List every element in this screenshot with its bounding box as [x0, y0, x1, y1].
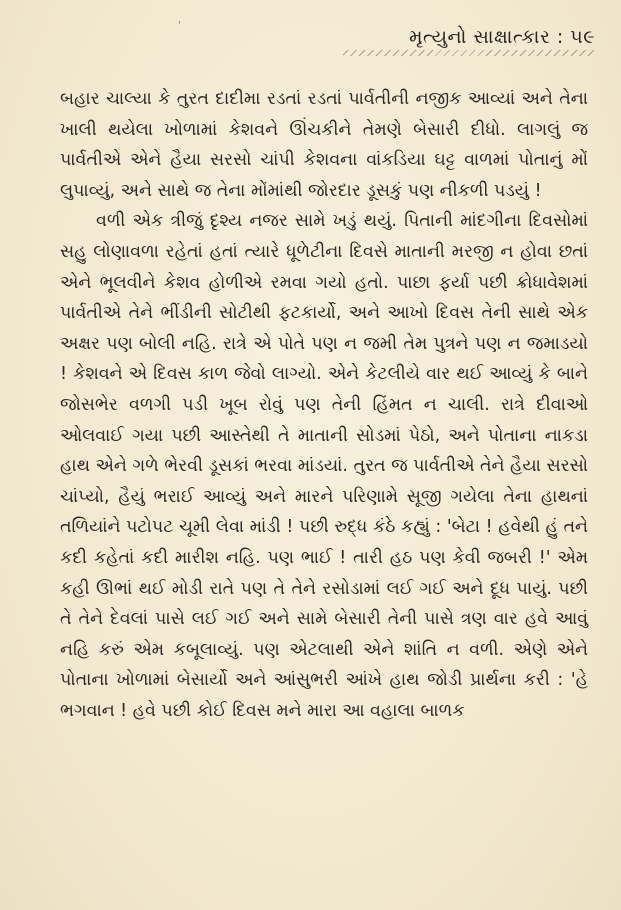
page-header [343, 26, 595, 56]
paragraph-2: વળી એક ત્રીજું દૃશ્ય નજર સામે ખડું થયું. પિતાની માંદગીના દિવસોમાં સહુ લોણાવળા રહેતાં હતાં ત્યારે ધૂળેટીના દિવસે માતાની મરજી ન હોવા છતાં એને ભૂલવીને કેશવ હોળીએ રમવા ગયો હતો. પાછા ફર્યા પછી ક્રોધાવેશમાં પાર્વતીએ તેને ભીંડીની સોટીથી ફટકાર્યો, અને આખો દિવસ તેની સાથે એક અક્ષર પણ બોલી નહિ. રાત્રે એ પોતે પણ ન જમી તેમ પુત્રને પણ ન જમાડયો ! કેશવને એ દિવસ કાળ જેવો લાગ્યો. એને કેટલીયે વાર થઈ આવ્યું કે બાને જોસભેર વળગી પડી ખૂબ રોવું પણ તેની હિંમત ન ચાલી. રાત્રે દીવાઓ ઓલવાઈ ગયા પછી આસ્તેથી તે માતાની સોડમાં પેઠો, અને પોતાના નાકડા હાથ એને ગળે ભેરવી ડૂસકાં ભરવા માંડયાં. તુરત જ પાર્વતીએ તેને હૈયા સરસો ચાંપ્યો, હૈયું ભરાઈ આવ્યું અને મારને પરિણામે સૂજી ગયેલા તેના હાથનાં તળિયાંને પટોપટ ચૂમી લેવા માંડી ! પછી રુદ્ધ કંઠે કહ્યું : 'બેટા ! હવેથી હું તને કદી કહેતાં કદી મારીશ નહિ. પણ ભાઈ ! તારી હઠ પણ કેવી જબરી !' એમ કહી ઊભાં થઈ મોડી રાતે પણ તે તેને રસોડામાં લઈ ગઈ અને દૂધ પાયું. પછી તે તેને દેવલાં પાસે લઈ ગઈ અને સામે બેસારી તેની પાસે ત્રણ વાર હવે આવું નહિ કરું એમ કબૂલાવ્યું. પણ એટલાથી એને શાંતિ ન વળી. એણે એને પોતાના ખોળામાં બેસાર્યો અને આંસુભરી આંખે હાથ જોડી પ્રાર્થના કરી : 'હે ભગવાન ! હવે પછી કોઈ દિવસ મને મારા આ વહાલા બાળક [60, 211, 588, 721]
body-text [60, 84, 588, 726]
paragraph-1: બહાર ચાલ્યા કે તુરત દાદીમા રડતાં રડતાં પાર્વતીની નજીક આવ્યાં અને તેના ખાલી થયેલા ખોળામાં કેશવને ઊંચકીને તેમણે બેસારી દીધો. લાગલું જ પાર્વતીએ એને હૈયા સરસો ચાંપી કેશવના વાંકડિયા ઘટ્ટ વાળમાં પોતાનું મોં લુપાવ્યું, અને સાથે જ તેના મોંમાંથી જોરદાર ડૂસકું પણ નીકળી પડયું ! [60, 89, 588, 201]
running-head: મૃત્યુનો સાક્ષાત્કાર : ૫૯ [409, 26, 595, 48]
decorative-wavy-rule [343, 50, 595, 56]
page-mark: ' [178, 20, 181, 31]
